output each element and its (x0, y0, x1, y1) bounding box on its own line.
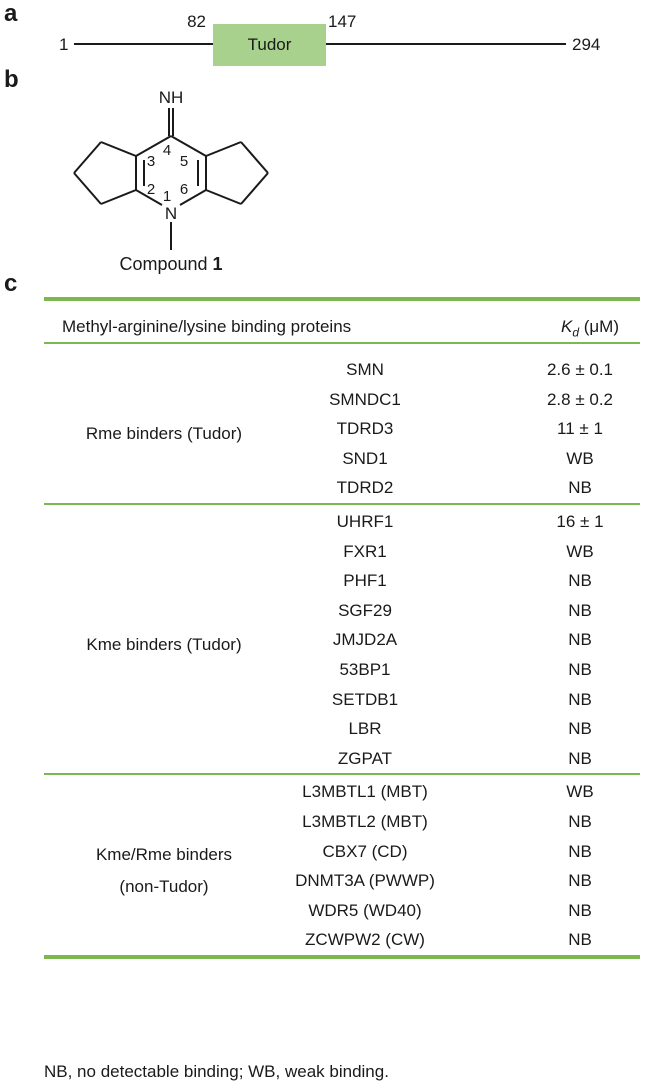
kd-value: 2.6 ± 0.1 (546, 360, 614, 379)
protein-name: PHF1 (343, 571, 387, 591)
kd-value: 16 ± 1 (556, 512, 604, 531)
table-bottom-rule (44, 955, 640, 959)
atom-number-4: 4 (162, 142, 172, 159)
kd-value: NB (568, 600, 592, 620)
protein-name: SMNDC1 (329, 389, 401, 409)
kd-value: WB (566, 448, 594, 468)
protein-name: UHRF1 (336, 512, 394, 531)
group-label: Kme/Rme binders (95, 845, 233, 865)
panel-letter-a: a (4, 0, 18, 27)
compound-caption (119, 254, 222, 274)
kd-value: NB (568, 748, 592, 768)
group-separator-rule (44, 773, 640, 775)
tudor-end-label: 147 (328, 12, 357, 31)
atom-number-1: 1 (162, 188, 172, 205)
protein-name: FXR1 (343, 541, 387, 561)
group-separator-rule (44, 503, 640, 505)
compound-caption-prefix: Compound (119, 254, 213, 274)
kd-value: NB (568, 900, 592, 920)
protein-name: ZGPAT (337, 748, 393, 768)
protein-name: JMJD2A (332, 630, 398, 650)
atom-number-3: 3 (146, 153, 156, 170)
domain-start-label: 1 (59, 35, 69, 54)
protein-name: LBR (348, 719, 382, 739)
kd-subscript: d (572, 325, 579, 340)
table-header-proteins: Methyl-arginine/lysine binding proteins (62, 317, 352, 336)
protein-name: ZCWPW2 (CW) (305, 930, 425, 950)
protein-name: TDRD2 (336, 478, 394, 498)
panel-letter-b: b (4, 66, 19, 93)
kd-value: NB (568, 571, 592, 591)
protein-name: SND1 (342, 448, 388, 468)
nitrogen-label: N (164, 204, 178, 223)
kd-value: NB (568, 478, 592, 498)
kd-value: 11 ± 1 (557, 419, 603, 439)
protein-name: WDR5 (WD40) (308, 900, 422, 920)
kd-value: NB (568, 841, 592, 861)
structure-bonds (74, 108, 268, 250)
protein-name: SETDB1 (331, 689, 399, 709)
protein-name: DNMT3A (PWWP) (295, 871, 435, 891)
tudor-label: Tudor (247, 35, 292, 54)
kd-value: WB (566, 541, 594, 561)
kd-symbol: K (560, 317, 573, 336)
panel-letter-c: c (4, 270, 18, 297)
domain-end-label: 294 (572, 35, 601, 54)
table-footnote: NB, no detectable binding; WB, weak binding. (44, 1062, 389, 1081)
group-label: Kme binders (Tudor) (86, 635, 242, 655)
atom-number-6: 6 (179, 181, 189, 198)
kd-value: NB (568, 719, 592, 739)
group-label: Rme binders (Tudor) (85, 424, 243, 443)
table-top-rule (44, 297, 640, 301)
atom-number-5: 5 (179, 153, 189, 170)
compound-caption-number: 1 (212, 254, 223, 274)
table-header-kd (540, 317, 640, 342)
protein-name: CBX7 (CD) (322, 841, 408, 861)
protein-name: SMN (346, 360, 384, 379)
table-header-rule (44, 342, 640, 344)
kd-value: 2.8 ± 0.2 (546, 389, 614, 409)
protein-name: L3MBTL1 (MBT) (302, 782, 428, 802)
group-label: (non-Tudor) (119, 877, 209, 897)
imine-label: NH (158, 88, 184, 107)
compound-structure (0, 0, 656, 290)
protein-name: 53BP1 (339, 660, 391, 679)
kd-value: NB (568, 871, 592, 891)
kd-value: NB (568, 689, 592, 709)
kd-unit: (μM) (579, 317, 620, 336)
kd-value: WB (566, 782, 594, 802)
tudor-start-label: 82 (187, 12, 206, 31)
protein-name: TDRD3 (336, 419, 394, 439)
protein-name: SGF29 (338, 600, 392, 620)
protein-name: L3MBTL2 (MBT) (302, 812, 428, 831)
atom-number-2: 2 (146, 181, 156, 198)
kd-value: NB (568, 812, 592, 831)
kd-value: NB (568, 660, 592, 679)
kd-value: NB (568, 630, 592, 650)
kd-value: NB (568, 930, 592, 950)
